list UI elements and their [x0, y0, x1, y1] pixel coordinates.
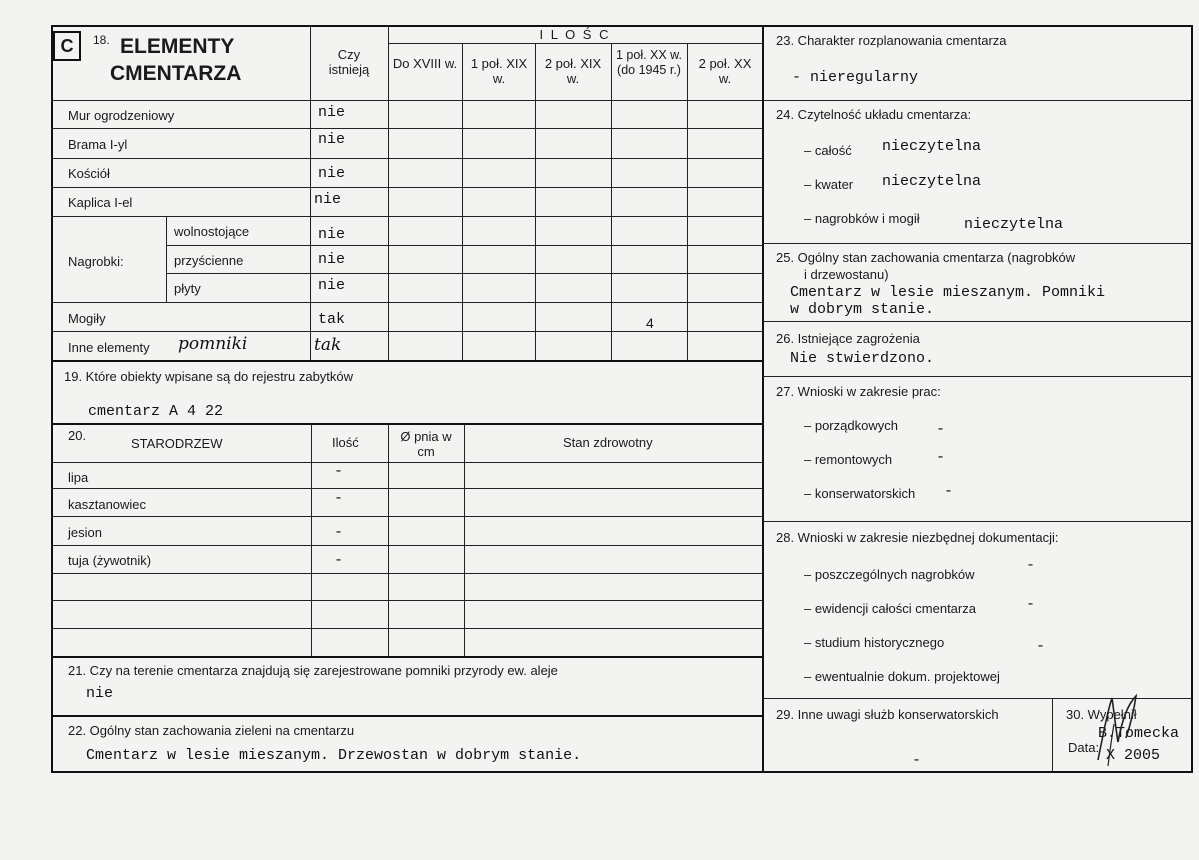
- q30-date-label: Data:: [1068, 740, 1100, 755]
- handwritten-other-element: pomniki: [178, 334, 248, 354]
- q19-value: cmentarz A 4 22: [88, 403, 224, 420]
- q29-label: 29. Inne uwagi służb konserwatorskich: [776, 707, 999, 722]
- element-label: Kościół: [68, 166, 110, 181]
- exists-value: nie: [318, 131, 346, 148]
- tree-qty: -: [334, 463, 344, 480]
- q21-value: nie: [86, 685, 114, 702]
- q30-name: B.Tomecka: [1098, 725, 1180, 742]
- element-label: Mur ogrodzeniowy: [68, 108, 175, 123]
- q24-item-value: nieczytelna: [882, 173, 982, 190]
- q23-label: 23. Charakter rozplanowania cmentarza: [776, 33, 1007, 48]
- period-header: 2 poł. XX w.: [698, 56, 752, 86]
- signature-icon: [1090, 690, 1150, 770]
- q26-label: 26. Istniejące zagrożenia: [776, 331, 920, 346]
- q24-item-label: – nagrobków i mogił: [804, 211, 920, 226]
- element-label: Mogiły: [68, 311, 106, 326]
- frame-bottom: [51, 771, 1193, 773]
- tree-qty: -: [334, 552, 344, 569]
- q20-header: Ø pnia w cm: [400, 429, 452, 459]
- element-label: Brama I-yl: [68, 137, 128, 152]
- section-letter-box: C: [53, 31, 81, 61]
- exists-value: tak: [314, 335, 342, 355]
- q24-item-label: – kwater: [804, 177, 854, 192]
- column-divider: [762, 25, 764, 772]
- tree-name: tuja (żywotnik): [68, 553, 152, 568]
- frame-right: [1191, 25, 1193, 772]
- period-header: 2 poł. XIX w.: [544, 56, 602, 86]
- exists-value: nie: [318, 165, 346, 182]
- q21-label: 21. Czy na terenie cmentarza znajdują się zarejestrowane pomniki przyrody ew. aleje: [68, 663, 558, 678]
- element-label: przyścienne: [174, 253, 244, 268]
- element-label: Inne elementy: [68, 340, 150, 355]
- q25-label: 25. Ogólny stan zachowania cmentarza (nagrobków: [776, 250, 1076, 265]
- section-title-line2: CMENTARZA: [110, 62, 242, 85]
- exists-value: nie: [318, 251, 346, 268]
- element-label: płyty: [174, 281, 201, 296]
- q28-item-label: – ewentualnie dokum. projektowej: [804, 669, 1000, 684]
- q28-item-value: -: [1036, 638, 1046, 655]
- q20-header: STARODRZEW: [131, 436, 223, 451]
- tree-qty: -: [334, 524, 344, 541]
- q28-item-value: -: [1026, 596, 1036, 613]
- exists-value: nie: [318, 277, 346, 294]
- q24-item-value: nieczytelna: [882, 138, 982, 155]
- q19-label: 19. Które obiekty wpisane są do rejestru zabytków: [64, 369, 354, 384]
- graves-count: 4: [646, 315, 654, 331]
- element-label: wolnostojące: [174, 224, 250, 239]
- frame-left: [51, 25, 53, 772]
- q27-item-value: -: [936, 421, 946, 438]
- q28-item-label: – poszczególnych nagrobków: [804, 567, 975, 582]
- q28-item-label: – studium historycznego: [804, 635, 945, 650]
- q29-value: -: [912, 752, 922, 769]
- q27-label: 27. Wnioski w zakresie prac:: [776, 384, 941, 399]
- section-number: 18.: [93, 33, 110, 47]
- period-header: Do XVIII w.: [392, 56, 458, 71]
- q30-date: X 2005: [1106, 747, 1161, 764]
- q27-item-label: – porządkowych: [804, 418, 898, 433]
- exists-value: nie: [318, 226, 346, 243]
- exists-value: nie: [318, 104, 346, 121]
- exists-value: nie: [314, 191, 342, 208]
- nagrobki-label: Nagrobki:: [68, 254, 124, 269]
- q25-value: Cmentarz w lesie mieszanym. Pomniki: [790, 284, 1106, 301]
- tree-name: jesion: [68, 525, 102, 540]
- q27-item-label: – konserwatorskich: [804, 486, 916, 501]
- q28-item-label: – ewidencji całości cmentarza: [804, 601, 976, 616]
- q25-label-line2: i drzewostanu): [804, 267, 889, 282]
- quantity-header: I L O Ś C: [539, 27, 611, 42]
- q24-label: 24. Czytelność układu cmentarza:: [776, 107, 972, 122]
- q30-label: 30. Wypełnił: [1066, 707, 1137, 722]
- exists-header: Czy istnieją: [328, 47, 370, 77]
- section-title: ELEMENTY: [120, 35, 235, 58]
- tree-name: lipa: [68, 470, 89, 485]
- q24-item-label: – całość: [804, 143, 852, 158]
- exists-value: tak: [318, 311, 346, 328]
- q28-label: 28. Wnioski w zakresie niezbędnej dokumentacji:: [776, 530, 1059, 545]
- q28-item-value: -: [1026, 557, 1036, 574]
- q27-item-value: -: [936, 449, 946, 466]
- tree-qty: -: [334, 490, 344, 507]
- q22-label: 22. Ogólny stan zachowania zieleni na cmentarzu: [68, 723, 355, 738]
- q20-header: Ilość: [332, 435, 359, 450]
- tree-name: kasztanowiec: [68, 497, 147, 512]
- q27-item-value: -: [944, 483, 954, 500]
- period-header: 1 poł. XIX w.: [470, 56, 528, 86]
- period-header: 1 poł. XX w. (do 1945 r.): [615, 48, 682, 77]
- q27-item-label: – remontowych: [804, 452, 893, 467]
- q23-value: - nieregularny: [792, 69, 919, 86]
- q20-number: 20.: [68, 428, 87, 443]
- q24-item-value: nieczytelna: [964, 216, 1064, 233]
- element-label: Kaplica I-el: [68, 195, 133, 210]
- q26-value: Nie stwierdzono.: [790, 350, 935, 367]
- q25-value-line2: w dobrym stanie.: [790, 301, 935, 318]
- q20-header: Stan zdrowotny: [563, 435, 653, 450]
- q22-value: Cmentarz w lesie mieszanym. Drzewostan w dobrym stanie.: [86, 747, 582, 764]
